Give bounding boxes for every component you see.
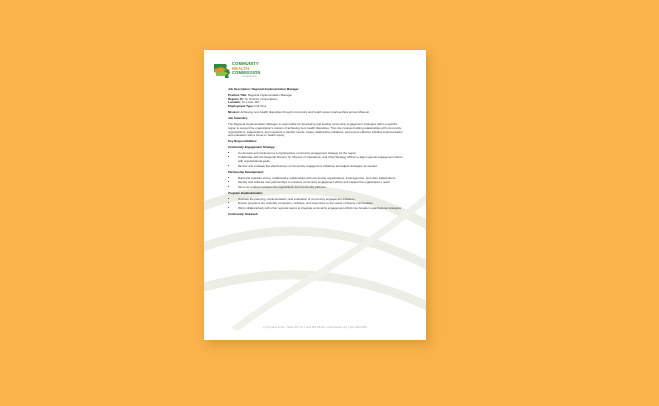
missouri-map-icon (213, 61, 233, 81)
position-meta (228, 94, 406, 108)
list-item: • Monitor and evaluate the effectiveness of community engagement initiatives and adjust strategies as needed. (237, 165, 406, 169)
list-item: • Build and maintain strong, collaborative relationships with community organizations, local agencies, and other stakeholders. (237, 177, 406, 181)
responsibilities-heading: Key Responsibilities: (228, 139, 258, 144)
list-item: • Identify and cultivate new partnerships to enhance community engagement efforts and expand the organization's reach. (237, 181, 406, 185)
meta-value: Full-Time (254, 103, 267, 108)
list-item: • Collaborate with the Regional Director, Sr. Director of Operations, and Chief Strategy Officer to align regional engagement efforts with organizational goals. (237, 156, 406, 163)
list-item: • Oversee the planning, implementation, and evaluation of community engagement initiatives. (237, 198, 406, 202)
meta-label: Reports To: (228, 96, 245, 101)
document-page (204, 50, 426, 340)
meta-label: Position Title: (228, 93, 248, 98)
section-heading: Community Outreach: (228, 212, 259, 217)
list-item: • Serve as a liaison between the organization and community partners. (237, 186, 406, 190)
section-list (228, 177, 406, 190)
document-body (228, 88, 406, 219)
mission-label: Mission: (228, 110, 240, 115)
section-heading: Partnership Development: (228, 170, 264, 175)
organization-logo (213, 61, 293, 83)
list-item: • Co-develop and implement a comprehensive community engagement strategy for the region. (237, 152, 406, 156)
meta-value: Sr. Director of Operations (244, 96, 278, 101)
meta-label: Employment Type: (228, 103, 254, 108)
mission-statement (228, 111, 406, 115)
meta-label: Location: (228, 100, 242, 105)
section-heading: Program Implementation: (228, 191, 264, 196)
list-item: • Work collaboratively with other regional teams to integrate community engagement efforts into broader organizational strategies. (237, 207, 406, 211)
mission-text: Achieving zero health disparities through community and health system partnerships across Missouri. (240, 110, 370, 115)
summary-heading: Job Summary: (228, 116, 249, 121)
section-list (228, 152, 406, 168)
logo-line-1: COMMUNITY (232, 61, 259, 66)
meta-value: Regional Implementation Manager (247, 93, 293, 98)
document-footer: 2 Cityplace Drive | Suite 20 | St. Louis MO 63141 | chcmissouri.org | 314.446.6454 (263, 326, 367, 329)
document-title: Job Description: Regional Implementation Manager (228, 87, 299, 91)
logo-line-3: COMMISSION (232, 70, 261, 76)
section-list (228, 198, 406, 211)
logo-line-2: HEALTH (232, 65, 250, 71)
summary-text: The Regional Implementation Manager is responsible for developing and leading community engagement strategies within a specific region to support the organization's mission of achieving zero health disparities. This role involves building relationships with community organizations, stakeholders, and residents to identify needs, create collaborative initiatives, and ensure effective initiative implementation and evaluation with a focus on health equity. (228, 122, 403, 138)
logo-line-4: OF MISSOURI (242, 75, 257, 78)
list-item: • Ensure programs are culturally competent, inclusive, and responsive to the needs of diverse communities. (237, 202, 406, 206)
meta-value: St. Louis, MO (241, 100, 260, 105)
section-heading: Community Engagement Strategy: (228, 145, 276, 150)
